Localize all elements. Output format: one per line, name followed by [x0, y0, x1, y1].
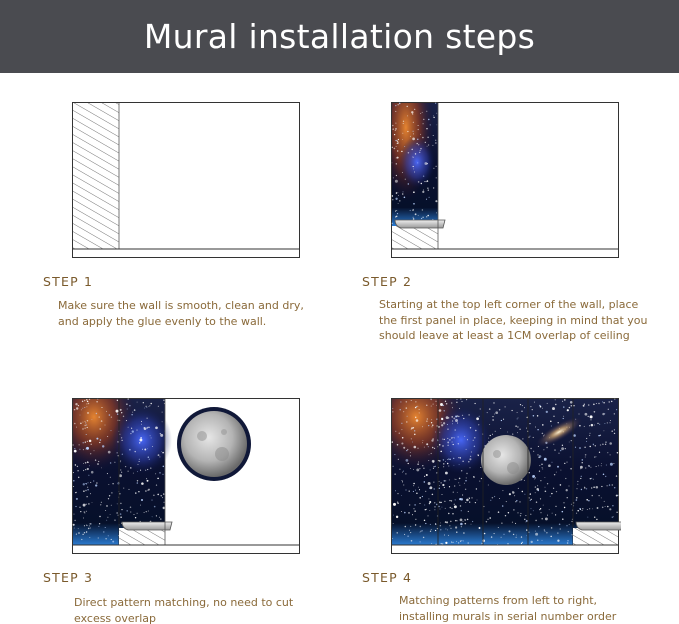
moon: [481, 435, 531, 485]
step-4-illustration: [391, 398, 621, 556]
step-2-label: STEP 2: [362, 274, 413, 289]
step-1-label: STEP 1: [43, 274, 94, 289]
step-3-illustration: [72, 398, 302, 556]
step-2-description: Starting at the top left corner of the wall, place the first panel in place, keeping in mind that you should leave at least a 1CM overlap of ceiling: [379, 298, 648, 342]
step-1-description: Make sure the wall is smooth, clean and dry, and apply the glue evenly to the wall.: [58, 299, 304, 328]
step-3-description: Direct pattern matching, no need to cut excess overlap: [74, 596, 294, 624]
step-3-label: STEP 3: [43, 570, 94, 585]
step-4-description: Matching patterns from left to right, installing murals in serial number order: [399, 594, 617, 623]
step-2-illustration: [391, 102, 621, 260]
moon: [181, 411, 247, 477]
glue-area: [73, 103, 119, 249]
page-title: Mural installation steps: [143, 17, 536, 56]
step-4-label: STEP 4: [362, 570, 413, 585]
page-header: [0, 0, 679, 73]
step-1-illustration: [72, 102, 302, 260]
